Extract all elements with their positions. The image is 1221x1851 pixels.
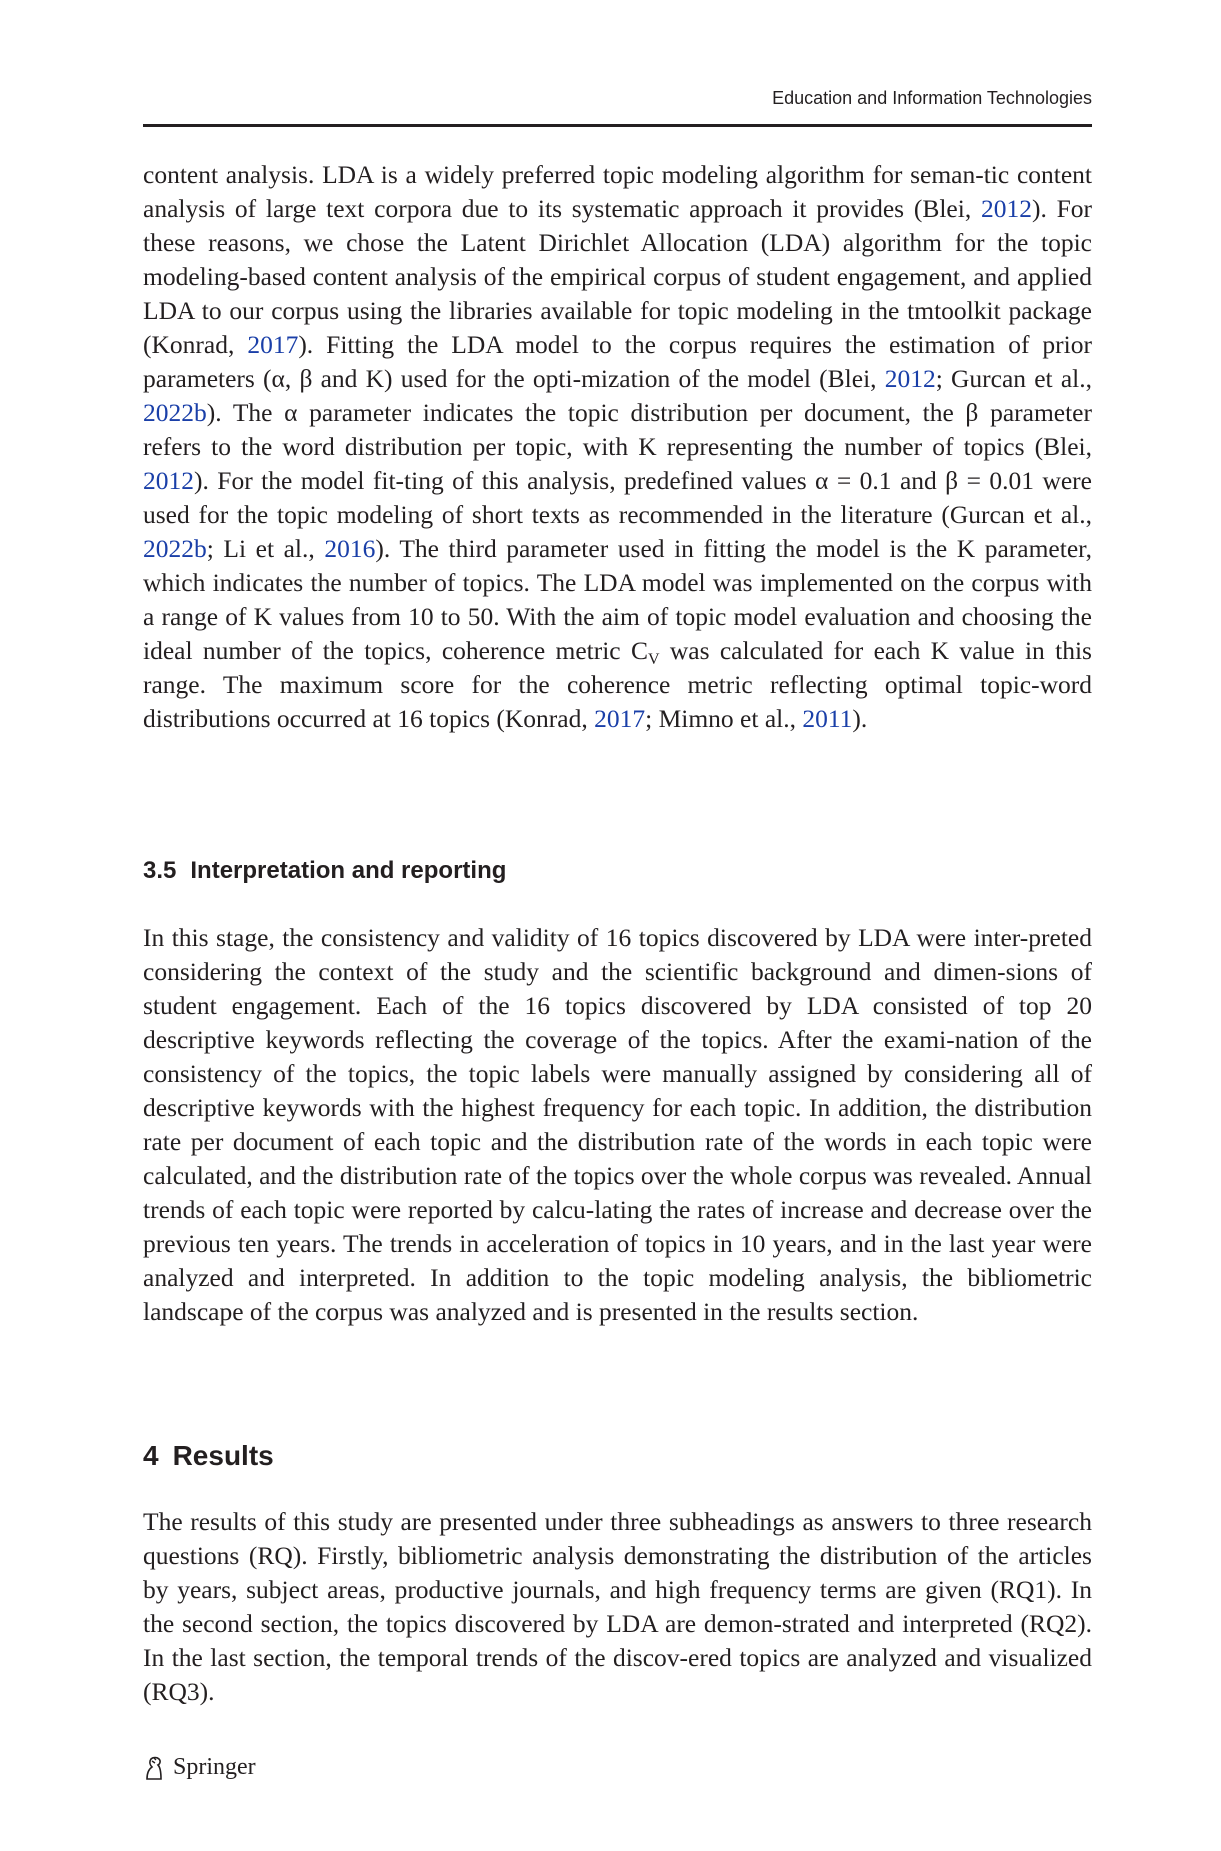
text-run: ). The third parameter used in fitting the model is the K parameter, which indicates the number of topics. The LDA model was implemented on the corpus with a range of K values from 10 to 50. With the aim of topic model evaluation and choosing the ideal number of the topics, coherence metric C — [143, 534, 1092, 665]
paragraph-text: The results of this study are presented under three subheadings as answers to three research questions (RQ). Firstly, bibliometric analysis demonstrating the distribution of the articles by years, subject areas, productive journals, and high frequency terms are given (RQ1). In the second section, the topics discovered by LDA are demon-strated and interpreted (RQ2). In the last section, the temporal trends of the discov-ered topics are analyzed and visualized (RQ3). — [143, 1507, 1092, 1706]
text-run: was calculated for each K value in this range. The maximum score for the coherence metric reflecting optimal topic-word distributions occurred at 16 topics (Konrad, — [143, 636, 1092, 733]
citation-link[interactable]: 2012 — [980, 194, 1032, 223]
text-run: ; Li et al., — [206, 534, 325, 563]
subscript: V — [647, 651, 660, 668]
citation-link[interactable]: 2022b — [143, 398, 207, 427]
citation-link[interactable]: 2012 — [143, 466, 194, 495]
paragraph-interpretation — [143, 921, 1092, 1329]
paragraph-lda-method — [143, 158, 1092, 736]
text-run: ; Mimno et al., — [645, 704, 803, 733]
section-title: Results — [172, 1440, 274, 1471]
text-run: ). For these reasons, we chose the Latent Dirichlet Allocation (LDA) algorithm for the topic modeling-based content analysis of the empirical corpus of student engagement, and applied LDA to our corpus using the libraries available for topic modeling in the tmtoolkit package (Konrad, — [143, 194, 1092, 359]
citation-link[interactable]: 2017 — [247, 330, 299, 359]
text-run: ). The α parameter indicates the topic distribution per document, the β parameter refers to the word distribution per topic, with K representing the number of topics (Blei, — [143, 398, 1092, 461]
text-run: ). Fitting the LDA model to the corpus requires the estimation of prior parameters (α, β and K) used for the opti-mization of the model (Blei, — [143, 330, 1092, 393]
publisher-name: Springer — [173, 1754, 256, 1780]
footer — [143, 1754, 256, 1781]
citation-link[interactable]: 2011 — [802, 704, 853, 733]
text-run: content analysis. LDA is a widely preferred topic modeling algorithm for seman-tic content analysis of large text corpora due to its systematic approach it provides (Blei, — [143, 160, 1092, 223]
citation-link[interactable]: 2012 — [884, 364, 936, 393]
section-number: 4 — [143, 1440, 159, 1471]
citation-link[interactable]: 2022b — [143, 534, 207, 563]
section-heading-3-5 — [143, 857, 506, 885]
text-run: ; Gurcan et al., — [935, 364, 1092, 393]
text-run: ). — [852, 704, 868, 733]
running-head-journal: Education and Information Technologies — [772, 88, 1092, 108]
paragraph-text: In this stage, the consistency and validity of 16 topics discovered by LDA were inter-preted considering the context of the study and the scientific background and dimen-sions of student engagement. Each of the 16 topics discovered by LDA consisted of top 20 descriptive keywords reflecting the coverage of the topics. After the exami-nation of the consistency of the topics, the topic labels were manually assigned by considering all of descriptive keywords with the highest frequency for each topic. In addition, the distribution rate per document of each topic and the distribution rate of the words in each topic were calculated, and the distribution rate of the topics over the whole corpus was revealed. Annual trends of each topic were reported by calcu-lating the rates of increase and decrease over the previous ten years. The trends in acceleration of topics in 10 years, and in the last year were analyzed and interpreted. In addition to the topic modeling analysis, the bibliometric landscape of the corpus was analyzed and is presented in the results section. — [143, 923, 1092, 1326]
section-title: Interpretation and reporting — [190, 857, 507, 884]
section-number: 3.5 — [143, 857, 177, 884]
springer-horse-icon — [143, 1755, 165, 1781]
header-rule — [143, 124, 1092, 127]
text-run: ). For the model fit-ting of this analysis, predefined values α = 0.1 and β = 0.01 were used for the topic modeling of short texts as recommended in the literature (Gurcan et al., — [143, 466, 1092, 529]
citation-link[interactable]: 2017 — [594, 704, 646, 733]
citation-link[interactable]: 2016 — [324, 534, 376, 563]
section-heading-4 — [143, 1440, 274, 1472]
paragraph-results — [143, 1505, 1092, 1709]
